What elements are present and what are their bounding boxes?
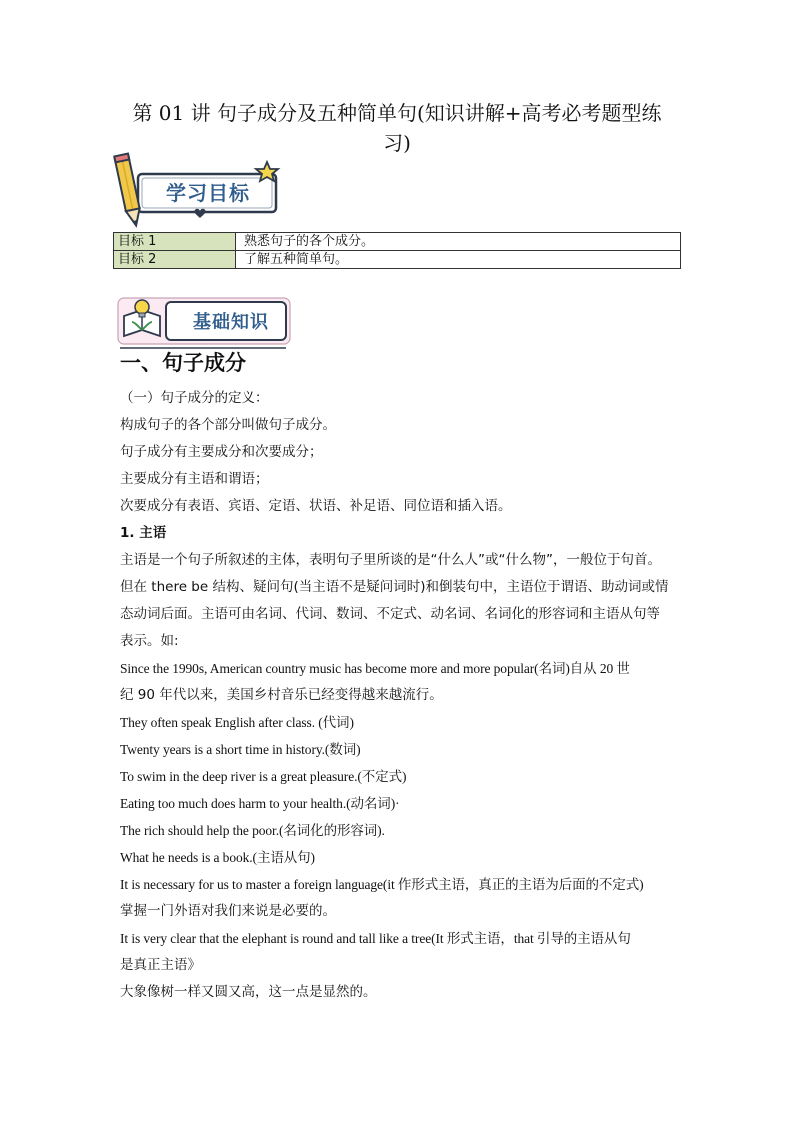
text-line: 句子成分有主要成分和次要成分； xyxy=(120,444,323,460)
goal-value: 熟悉句子的各个成分。 xyxy=(236,233,681,251)
table-row xyxy=(114,251,681,269)
text-line: 掌握一门外语对我们来说是必要的。 xyxy=(120,903,336,919)
title-line-1: 第 01 讲 句子成分及五种简单句(知识讲解+高考必考题型练 xyxy=(132,101,662,125)
section-heading: 一、句子成分 xyxy=(120,351,246,375)
learning-goals-badge xyxy=(112,152,287,230)
basic-knowledge-badge xyxy=(116,294,292,352)
example-sentence: Twenty years is a short time in history.(数词) xyxy=(120,742,361,757)
example-sentence: It is necessary for us to master a foreign language(it 作形式主语，真正的主语为后面的不定式) xyxy=(120,877,644,892)
goal-key: 目标 1 xyxy=(114,233,236,251)
subsection-heading: 1. 主语 xyxy=(120,525,167,541)
example-sentence: To swim in the deep river is a great pleasure.(不定式) xyxy=(120,769,407,784)
basic-knowledge-label: 基础知识 xyxy=(193,312,269,333)
text-line: 表示。如: xyxy=(120,633,179,649)
example-sentence: It is very clear that the elephant is round and tall like a tree(It 形式主语，that 引导的主语从句 xyxy=(120,931,631,946)
goals-table xyxy=(113,232,681,269)
example-sentence: The rich should help the poor.(名词化的形容词). xyxy=(120,823,385,838)
text-line: 次要成分有表语、宾语、定语、状语、补足语、同位语和插入语。 xyxy=(120,498,512,514)
text-line: （一）句子成分的定义： xyxy=(120,390,269,406)
learning-goals-label: 学习目标 xyxy=(166,181,250,205)
text-line: 但在 there be 结构、疑问句(当主语不是疑问词时)和倒装句中，主语位于谓语、助动词或情 xyxy=(120,579,669,595)
title-line-2: 习) xyxy=(383,131,411,155)
text-line: 主语是一个句子所叙述的主体，表明句子里所谈的是“什么人”或“什么物”，一般位于句首。 xyxy=(120,552,661,568)
text-line: 构成句子的各个部分叫做句子成分。 xyxy=(120,417,336,433)
text-line: 大象像树一样又圆又高，这一点是显然的。 xyxy=(120,984,377,1000)
example-sentence: Eating too much does harm to your health.(动名词)· xyxy=(120,796,400,811)
table-row xyxy=(114,233,681,251)
text-line: 是真正主语》 xyxy=(120,957,201,973)
document-title xyxy=(112,98,682,158)
example-sentence: They often speak English after class. (代词) xyxy=(120,715,354,730)
example-sentence: What he needs is a book.(主语从句) xyxy=(120,850,315,865)
goal-value: 了解五种简单句。 xyxy=(236,251,681,269)
text-line: 纪 90 年代以来，美国乡村音乐已经变得越来越流行。 xyxy=(120,687,443,703)
example-sentence: Since the 1990s, American country music has become more and more popular(名词)自从 20 世 xyxy=(120,661,630,676)
text-line: 态动词后面。主语可由名词、代词、数词、不定式、动名词、名词化的形容词和主语从句等 xyxy=(120,606,660,622)
body-text xyxy=(120,385,680,1006)
text-line: 主要成分有主语和谓语； xyxy=(120,471,269,487)
goal-key: 目标 2 xyxy=(114,251,236,269)
